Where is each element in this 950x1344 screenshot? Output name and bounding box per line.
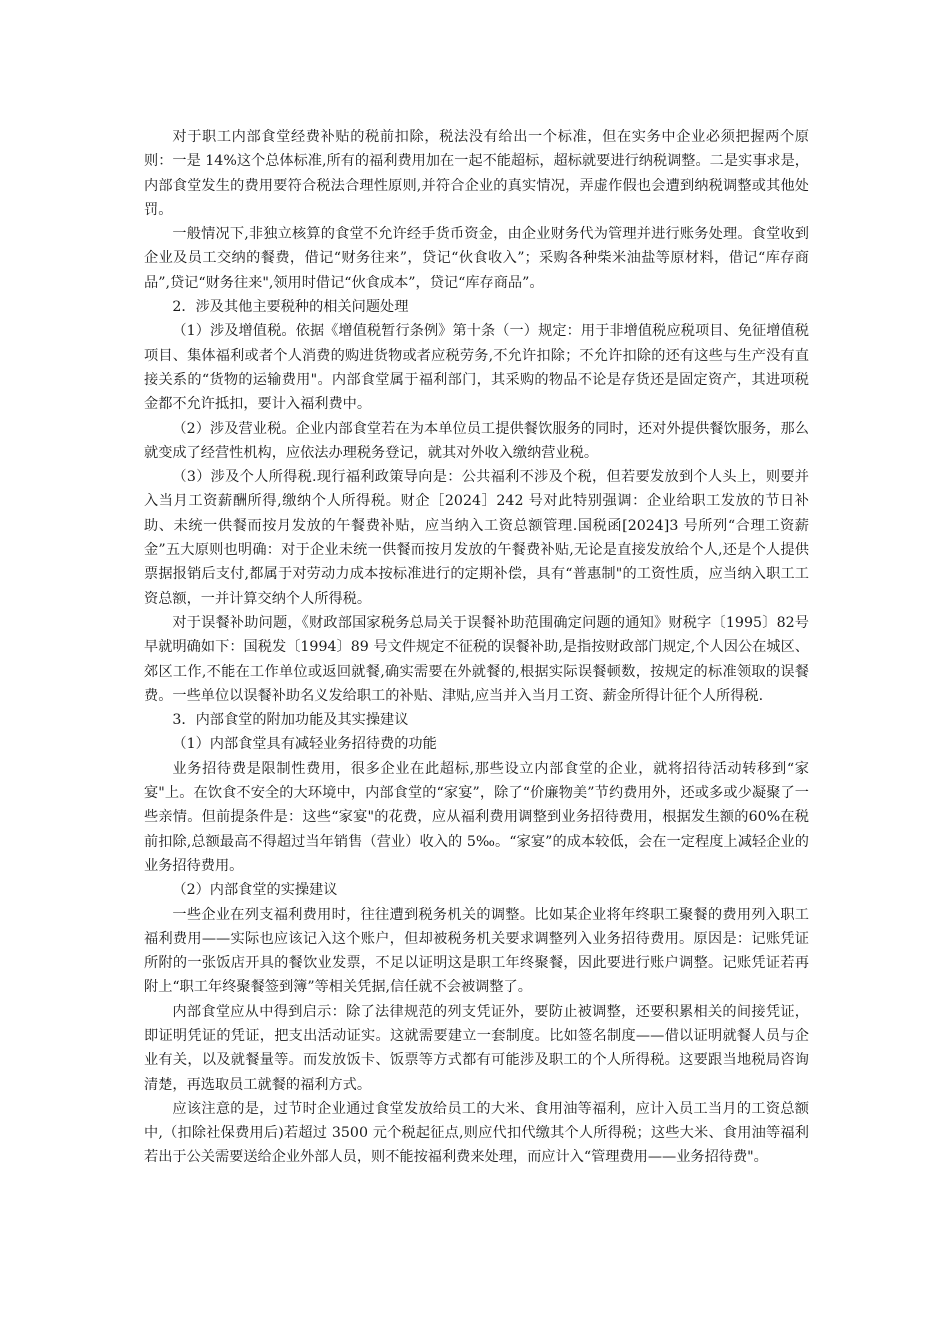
paragraph: 内部食堂应从中得到启示：除了法律规范的列支凭证外，要防止被调整，还要积累相关的间接凭证，即证明凭证的凭证，把支出活动证实。这就需要建立一套制度。比如签名制度——借以证明就餐人员与企业有关，以及就餐量等。而发放饭卡、饭票等方式都有可能涉及职工的个人所得税。这要跟当地税局咨询清楚，再选取员工就餐的福利方式。 [144,1003,809,1093]
subsection-heading: （2）内部食堂的实操建议 [172,882,338,899]
paragraph: 对于职工内部食堂经费补贴的税前扣除，税法没有给出一个标准，但在实务中企业必须把握两个原则：一是 14%这个总体标准,所有的福利费用加在一起不能超标，超标就要进行纳税调整。二是实事求是，内部食堂发生的费用要符合税法合理性原则,并符合企业的真实情况，弄虚作假也会遭到纳税调整或其他处罚。 [144,129,809,218]
document-body [144,125,809,1170]
section-heading: 2．涉及其他主要税种的相关问题处理 [172,299,409,316]
paragraph: 一般情况下,非独立核算的食堂不允许经手货币资金，由企业财务代为管理并进行账务处理。食堂收到企业及员工交纳的餐费，借记“财务往来”，贷记“伙食收入”；采购各种柴米油盐等原材料，借记“库存商品”,贷记“财务往来",领用时借记“伙食成本”，贷记“库存商品”。 [144,226,809,291]
paragraph: 应该注意的是，过节时企业通过食堂发放给员工的大米、食用油等福利，应计入员工当月的工资总额中,（扣除社保费用后)若超过 3500 元个税起征点,则应代扣代缴其个人所得税；这些大米、食用油等福利若出于公关需要送给企业外部人员，则不能按福利费来处理，而应计入“管理费用——业务招待费"。 [144,1100,809,1166]
paragraph: 一些企业在列支福利费用时，往往遭到税务机关的调整。比如某企业将年终职工聚餐的费用列入职工福利费用——实际也应该记入这个账户，但却被税务机关要求调整列入业务招待费用。原因是：记账凭证所附的一张饭店开具的餐饮业发票，不足以证明这是职工年终聚餐，因此要进行账户调整。记账凭证若再附上“职工年终聚餐签到簿”等相关凭据,信任就不会被调整了。 [144,906,809,996]
paragraph: （3）涉及个人所得税.现行福利政策导向是：公共福利不涉及个税，但若要发放到个人头上，则要并入当月工资薪酬所得,缴纳个人所得税。财企［2024］242 号对此特别强调：企业给职工发放的节日补助、未统一供餐而按月发放的午餐费补贴，应当纳入工资总额管理.国税函[2024]3 号所列“合理工资薪金”五大原则也明确：对于企业未统一供餐而按月发放的午餐费补贴,无论是直接发放给个人,还是个人提供票据报销后支付,都属于对劳动力成本按标准进行的定期补偿，具有“普惠制"的工资性质，应当纳入职工工资总额，一并计算交纳个人所得税。 [144,469,809,607]
subsection-heading: （1）内部食堂具有减轻业务招待费的功能 [172,736,437,753]
paragraph: （2）涉及营业税。企业内部食堂若在为本单位员工提供餐饮服务的同时，还对外提供餐饮服务，那么就变成了经营性机构，应依法办理税务登记，就其对外收入缴纳营业税。 [144,420,809,461]
paragraph: 对于误餐补助问题，《财政部国家税务总局关于误餐补助范围确定问题的通知》财税字〔1995〕82号早就明确如下：国税发〔1994〕89 号文件规定不征税的误餐补助,是指按财政部门规定,个人因公在城区、郊区工作,不能在工作单位或返回就餐,确实需要在外就餐的,根据实际误餐顿数，按规定的标准领取的误餐费。一些单位以误餐补助名义发给职工的补贴、津贴,应当并入当月工资、薪金所得计征个人所得税. [144,614,809,704]
paragraph: （1）涉及增值税。依据《增值税暂行条例》第十条（一）规定：用于非增值税应税项目、免征增值税项目、集体福利或者个人消费的购进货物或者应税劳务,不允许扣除；不允许扣除的还有这些与生产没有直接关系的“货物的运输费用"。内部食堂属于福利部门，其采购的物品不论是存货还是固定资产，其进项税金都不允许抵扣，要计入福利费中。 [144,323,809,413]
paragraph: 业务招待费是限制性费用，很多企业在此超标,那些设立内部食堂的企业，就将招待活动转移到“家宴"上。在饮食不安全的大环境中，内部食堂的“家宴”，除了“价廉物美”节约费用外，还或多或少凝聚了一些亲情。但前提条件是：这些“家宴"的花费，应从福利费用调整到业务招待费用，根据发生额的60%在税前扣除,总额最高不得超过当年销售（营业）收入的 5‰。“家宴”的成本较低，会在一定程度上减轻企业的业务招待费用。 [144,760,809,874]
section-heading: 3．内部食堂的附加功能及其实操建议 [172,712,409,729]
